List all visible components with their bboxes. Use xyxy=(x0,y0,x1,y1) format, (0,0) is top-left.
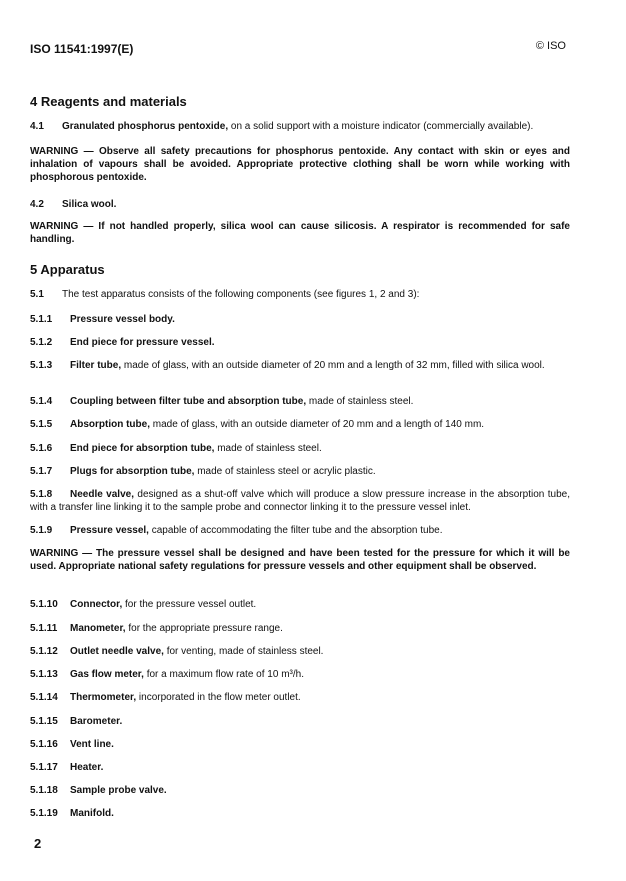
clause-label: Outlet needle valve, xyxy=(70,646,164,657)
clause-label: Manometer, xyxy=(70,623,126,634)
clause-number: 5.1.16 xyxy=(30,739,58,750)
clause-text: incorporated in the flow meter outlet. xyxy=(136,692,301,703)
clause-label: Heater. xyxy=(70,762,104,773)
clause-number: 5.1.8 xyxy=(30,489,53,500)
clause-label: End piece for pressure vessel. xyxy=(70,337,215,348)
clause-number: 5.1.13 xyxy=(30,669,58,680)
clause-number: 5.1.14 xyxy=(30,692,58,703)
clause-label: Connector, xyxy=(70,599,123,610)
clause-text: made of stainless steel. xyxy=(214,443,322,454)
clause-label: Pressure vessel, xyxy=(70,525,149,536)
clause-4-2 xyxy=(30,198,570,211)
document-id: ISO 11541:1997(E) xyxy=(30,42,134,56)
clause-label: End piece for absorption tube, xyxy=(70,443,215,454)
clause-label: Granulated phosphorus pentoxide, xyxy=(62,121,229,132)
clause-label: Pressure vessel body. xyxy=(70,314,175,325)
clause-number: 5.1.15 xyxy=(30,716,58,727)
clause-label: Filter tube, xyxy=(70,360,122,371)
clause-label: Coupling between filter tube and absorption tube, xyxy=(70,396,307,407)
clause-label: Barometer. xyxy=(70,716,123,727)
clause-label: Sample probe valve. xyxy=(70,785,167,796)
clause-number: 5.1.7 xyxy=(30,466,53,477)
clause-5-1-2 xyxy=(30,336,570,349)
clause-number: 5.1.4 xyxy=(30,396,53,407)
clause-text: for the appropriate pressure range. xyxy=(125,623,283,634)
clause-text: designed as a shut-off valve which will produce a slow pressure increase in the absorption tube, with a transfer line linking it to the sample probe and connector linking it to the pressure vessel inlet. xyxy=(30,489,571,513)
clause-text: made of stainless steel. xyxy=(306,396,414,407)
clause-number: 5.1.9 xyxy=(30,525,53,536)
clause-label: Thermometer, xyxy=(70,692,137,703)
clause-label: Manifold. xyxy=(70,808,114,819)
clause-5-1-5 xyxy=(30,418,570,431)
clause-number: 5.1.19 xyxy=(30,808,58,819)
clause-5-1-13 xyxy=(30,668,570,681)
clause-5-1-11 xyxy=(30,622,570,635)
clause-label: Silica wool. xyxy=(62,199,117,210)
clause-text: made of glass, with an outside diameter of 20 mm and a length of 32 mm, filled with silica wool. xyxy=(121,360,545,371)
warning-phosphorus: WARNING — Observe all safety precautions for phosphorus pentoxide. Any contact with skin or eyes and inhalation of vapours shall be avoided. Appropriate protective clothing shall be worn while working with phosphorous pentoxide. xyxy=(30,146,570,183)
clause-5-1-10 xyxy=(30,598,570,611)
clause-5-1 xyxy=(30,288,570,301)
clause-5-1-15 xyxy=(30,715,570,728)
clause-number: 5.1.6 xyxy=(30,443,53,454)
clause-number: 5.1 xyxy=(30,289,44,300)
clause-text: on a solid support with a moisture indicator (commercially available). xyxy=(228,121,534,132)
clause-4-1 xyxy=(30,120,570,133)
clause-5-1-6 xyxy=(30,442,570,455)
clause-5-1-17 xyxy=(30,761,570,774)
clause-5-1-16 xyxy=(30,738,570,751)
warning-pressure-vessel: WARNING — The pressure vessel shall be designed and have been tested for the pressure for which it will be used. Appropriate national safety regulations for pressure vessels and other equipment shall be observed. xyxy=(30,548,570,572)
clause-number: 5.1.11 xyxy=(30,623,58,634)
clause-label: Plugs for absorption tube, xyxy=(70,466,195,477)
clause-5-1-1 xyxy=(30,313,570,326)
warning-silica: WARNING — If not handled properly, silica wool can cause silicosis. A respirator is recommended for safe handling. xyxy=(30,221,570,245)
clause-label: Absorption tube, xyxy=(70,419,150,430)
clause-text: for venting, made of stainless steel. xyxy=(163,646,324,657)
clause-number: 5.1.5 xyxy=(30,419,53,430)
clause-5-1-19 xyxy=(30,807,570,820)
clause-5-1-12 xyxy=(30,645,570,658)
clause-number: 4.2 xyxy=(30,199,44,210)
clause-text: made of stainless steel or acrylic plastic. xyxy=(194,466,376,477)
clause-number: 5.1.1 xyxy=(30,314,53,325)
clause-label: Vent line. xyxy=(70,739,114,750)
clause-label: Needle valve, xyxy=(70,489,134,500)
clause-number: 4.1 xyxy=(30,121,44,132)
clause-label: Gas flow meter, xyxy=(70,669,144,680)
clause-5-1-7 xyxy=(30,465,570,478)
clause-5-1-4 xyxy=(30,395,570,408)
clause-number: 5.1.10 xyxy=(30,599,58,610)
section-4-title: 4 Reagents and materials xyxy=(30,94,187,109)
publisher-mark: © ISO xyxy=(535,40,566,52)
clause-text: for the pressure vessel outlet. xyxy=(122,599,257,610)
clause-5-1-8 xyxy=(30,488,570,514)
clause-number: 5.1.18 xyxy=(30,785,58,796)
clause-number: 5.1.12 xyxy=(30,646,58,657)
clause-5-1-14 xyxy=(30,691,570,704)
clause-5-1-18 xyxy=(30,784,570,797)
clause-5-1-9 xyxy=(30,524,570,537)
clause-text: The test apparatus consists of the following components (see figures 1, 2 and 3): xyxy=(62,289,420,300)
page-number: 2 xyxy=(34,836,42,851)
clause-5-1-3 xyxy=(30,359,570,372)
clause-number: 5.1.2 xyxy=(30,337,53,348)
clause-text: for a maximum flow rate of 10 m³/h. xyxy=(143,669,304,680)
clause-text: made of glass, with an outside diameter of 20 mm and a length of 140 mm. xyxy=(150,419,485,430)
clause-number: 5.1.17 xyxy=(30,762,58,773)
clause-text: capable of accommodating the filter tube and the absorption tube. xyxy=(148,525,443,536)
clause-number: 5.1.3 xyxy=(30,360,53,371)
section-5-title: 5 Apparatus xyxy=(30,262,105,277)
